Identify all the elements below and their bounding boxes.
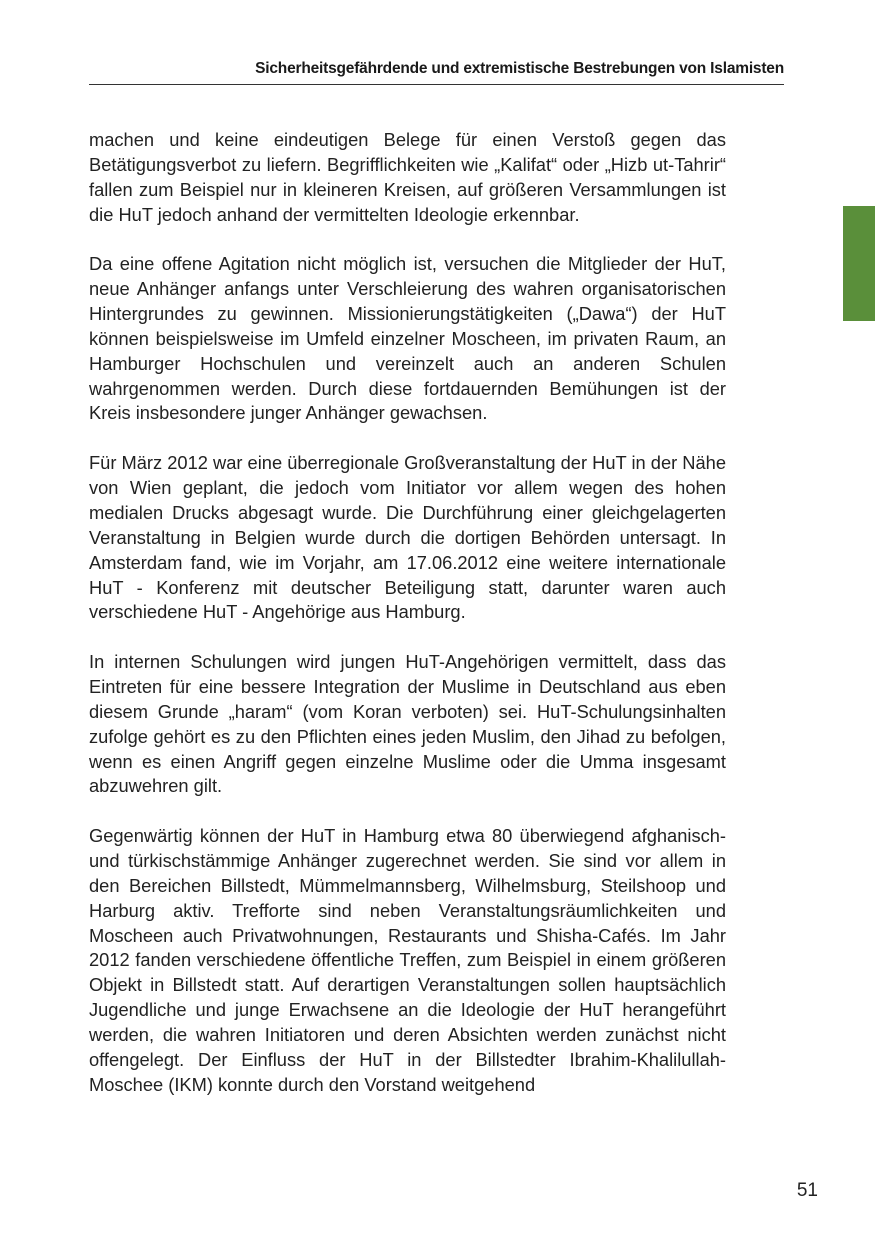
paragraph: Da eine offene Agitation nicht möglich ist, versuchen die Mitglieder der HuT, neue Anhänger anfangs unter Verschleierung des wahren organisatorischen Hintergrundes zu gewinnen. Missionierungstätigkeiten („Dawa“) der HuT können beispielsweise im Umfeld einzelner Moscheen, im privaten Raum, an Hamburger Hochschulen und vereinzelt auch an anderen Schulen wahrgenommen werden. Durch diese fortdauernden Bemühungen ist der Kreis insbesondere junger Anhänger gewachsen. — [89, 253, 726, 424]
body-text — [89, 128, 726, 1123]
page-number: 51 — [796, 1180, 818, 1201]
chapter-tab-marker — [843, 206, 875, 321]
paragraph: In internen Schulungen wird jungen HuT-Angehörigen vermittelt, dass das Eintreten für eine bessere Integration der Muslime in Deutschland aus eben diesem Grunde „haram“ (vom Koran verboten) sei. HuT-Schulungsinhalten zufolge gehört es zu den Pflichten eines jeden Muslim, den Jihad zu befolgen, wenn es einen Angriff gegen einzelne Muslime oder die Umma insgesamt abzuwehren gilt. — [89, 651, 726, 797]
paragraph: machen und keine eindeutigen Belege für einen Verstoß gegen das Betätigungsverbot zu liefern. Begrifflichkeiten wie „Kalifat“ oder „Hizb ut-Tahrir“ fallen zum Beispiel nur in kleineren Kreisen, auf größeren Versammlungen ist die HuT jedoch anhand der vermittelten Ideologie erkennbar. — [89, 129, 726, 225]
running-header: Sicherheitsgefährdende und extremistische Bestrebungen von Islamisten — [89, 60, 784, 85]
paragraph: Gegenwärtig können der HuT in Hamburg etwa 80 überwiegend afghanisch- und türkischstämmige Anhänger zugerechnet werden. Sie sind vor allem in den Bereichen Billstedt, Mümmelmannsberg, Wilhelmsburg, Steilshoop und Harburg aktiv. Trefforte sind neben Veranstaltungsräumlichkeiten und Moscheen auch Privatwohnungen, Restaurants und Shisha-Cafés. Im Jahr 2012 fanden verschiedene öffentliche Treffen, zum Beispiel in einem größeren Objekt in Billstedt statt. Auf derartigen Veranstaltungen sollen hauptsächlich Jugendliche und junge Erwachsene an die Ideologie der HuT herangeführt werden, die wahren Initiatoren und deren Absichten werden zunächst nicht offengelegt. Der Einfluss der HuT in der Billstedter Ibrahim-Khalilullah-Moschee (IKM) konnte durch den Vorstand weitgehend — [89, 825, 726, 1095]
paragraph: Für März 2012 war eine überregionale Großveranstaltung der HuT in der Nähe von Wien geplant, die jedoch vom Initiator vor allem wegen des hohen medialen Drucks abgesagt wurde. Die Durchführung einer gleichgelagerten Veranstaltung in Belgien wurde durch die dortigen Behörden untersagt. In Amsterdam fand, wie im Vorjahr, am 17.06.2012 eine weitere internationale HuT - Konferenz mit deutscher Beteiligung statt, darunter waren auch verschiedene HuT - Angehörige aus Hamburg. — [89, 452, 726, 623]
